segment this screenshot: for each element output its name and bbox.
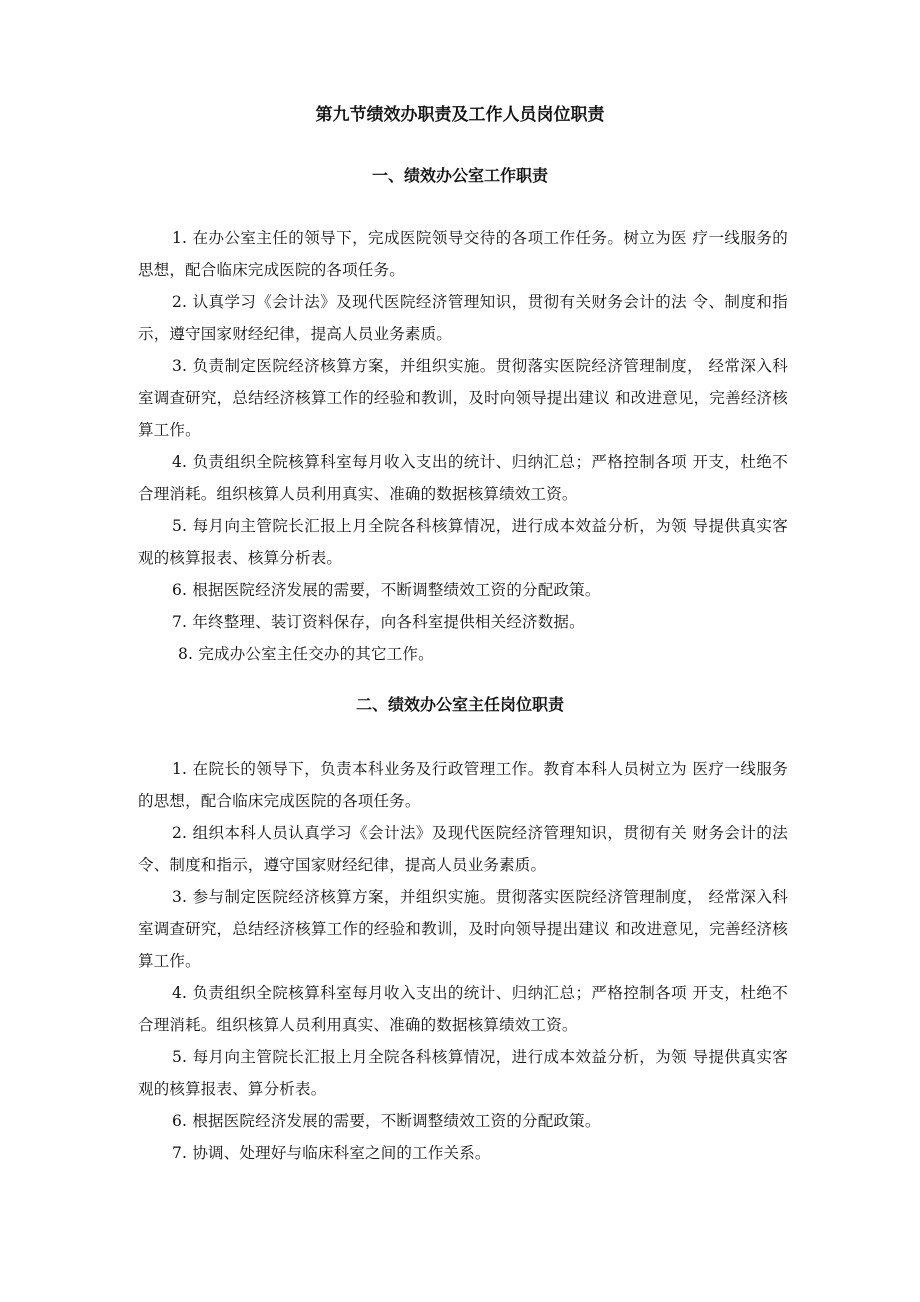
section-2-paragraph-3: 3. 参与制定医院经济核算方案，并组织实施。贯彻落实医院经济管理制度， 经常深入科室调查研究，总结经济核算工作的经验和教训，及时向领导提出建议 和改进意见，完善经济核算工作。 — [138, 888, 788, 970]
section-1-paragraph-3: 3. 负责制定医院经济核算方案，并组织实施。贯彻落实医院经济管理制度， 经常深入科室调查研究，总结经济核算工作的经验和教训，及时向领导提出建议 和改进意见，完善经济核算工作。 — [138, 357, 788, 439]
section-1-heading: 一、绩效办公室工作职责 — [371, 166, 548, 185]
section-2-paragraph-4: 4. 负责组织全院核算科室每月收入支出的统计、归纳汇总；严格控制各项 开支，杜绝不合理消耗。组织核算人员利用真实、准确的数据核算绩效工资。 — [138, 984, 788, 1034]
section-2-paragraph-1: 1. 在院长的领导下，负责本科业务及行政管理工作。教育本科人员树立为 医疗一线服务的思想，配合临床完成医院的各项任务。 — [138, 760, 788, 810]
section-1-paragraph-4: 4. 负责组织全院核算科室每月收入支出的统计、归纳汇总；严格控制各项 开支，杜绝不合理消耗。组织核算人员利用真实、准确的数据核算绩效工资。 — [138, 453, 788, 503]
section-1-paragraph-5: 5. 每月向主管院长汇报上月全院各科核算情况，进行成本效益分析，为领 导提供真实客观的核算报表、核算分析表。 — [138, 517, 788, 567]
section-1-paragraph-2: 2. 认真学习《会计法》及现代医院经济管理知识，贯彻有关财务会计的法 令、制度和指示，遵守国家财经纪律，提高人员业务素质。 — [138, 293, 788, 343]
section-2-body — [138, 753, 788, 1169]
document-title: 第九节绩效办职责及工作人员岗位职责 — [315, 105, 605, 125]
section-2-paragraph-6: 6. 根据医院经济发展的需要，不断调整绩效工资的分配政策。 — [172, 1112, 601, 1130]
section-1-paragraph-1: 1. 在办公室主任的领导下，完成医院领导交待的各项工作任务。树立为医 疗一线服务的思想，配合临床完成医院的各项任务。 — [138, 229, 788, 279]
section-1-paragraph-8: 8. 完成办公室主任交办的其它工作。 — [178, 645, 434, 663]
section-2-paragraph-2: 2. 组织本科人员认真学习《会计法》及现代医院经济管理知识，贯彻有关 财务会计的法令、制度和指示，遵守国家财经纪律，提高人员业务素质。 — [138, 824, 788, 874]
section-2-paragraph-7: 7. 协调、处理好与临床科室之间的工作关系。 — [172, 1144, 491, 1162]
section-1-paragraph-7: 7. 年终整理、装订资料保存，向各科室提供相关经济数据。 — [172, 613, 585, 631]
section-2-paragraph-5: 5. 每月向主管院长汇报上月全院各科核算情况，进行成本效益分析，为领 导提供真实客观的核算报表、算分析表。 — [138, 1048, 788, 1098]
section-2-heading: 二、绩效办公室主任岗位职责 — [355, 695, 564, 714]
section-1-body — [138, 222, 788, 670]
section-1-paragraph-6: 6. 根据医院经济发展的需要，不断调整绩效工资的分配政策。 — [172, 581, 601, 599]
